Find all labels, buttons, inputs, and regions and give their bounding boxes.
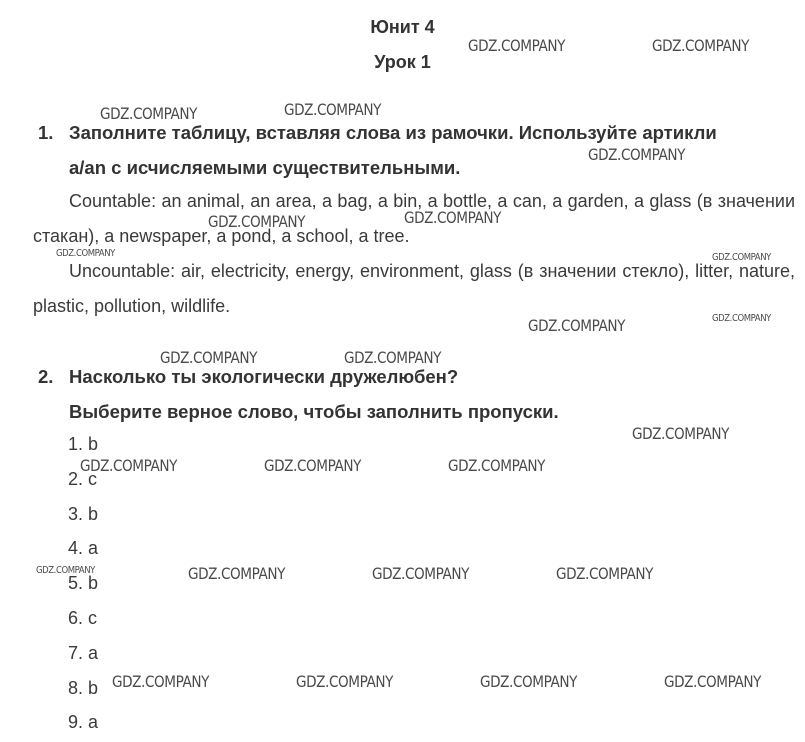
watermark: GDZ.COMPANY	[296, 672, 394, 691]
answer-item: 1. b	[68, 434, 99, 454]
watermark: GDZ.COMPANY	[80, 456, 178, 475]
lesson-title: Урок 1	[374, 52, 431, 72]
watermark: GDZ.COMPANY	[448, 456, 546, 475]
watermark: GDZ.COMPANY	[284, 100, 382, 119]
task-1-line-2: a/an с исчисляемыми существительными.	[69, 157, 461, 178]
watermark: GDZ.COMPANY	[208, 212, 306, 231]
answer-item: 9. a	[68, 712, 99, 733]
task-2-subtitle: Выберите верное слово, чтобы заполнить пропуски.	[69, 401, 559, 422]
watermark: GDZ.COMPANY	[632, 424, 730, 443]
watermark: GDZ.COMPANY	[372, 564, 470, 583]
watermark: GDZ.COMPANY	[264, 456, 362, 475]
uncountable-text: Uncountable: air, electricity, energy, environment, glass (в значении стекло), litter, nature, plastic, pollution, wildlife.	[33, 261, 795, 316]
watermark: GDZ.COMPANY	[712, 313, 771, 324]
unit-title: Юнит 4	[370, 17, 435, 37]
answer-item: 8. b	[68, 677, 99, 698]
answer-item: 5. b	[68, 573, 99, 594]
answer-item: 7. a	[68, 642, 99, 663]
watermark: GDZ.COMPANY	[468, 36, 566, 55]
watermark: GDZ.COMPANY	[588, 145, 686, 164]
task-1-number: 1.	[38, 122, 54, 143]
watermark: GDZ.COMPANY	[652, 36, 750, 55]
watermark: GDZ.COMPANY	[664, 672, 762, 691]
watermark: GDZ.COMPANY	[112, 672, 210, 691]
watermark: GDZ.COMPANY	[36, 565, 95, 576]
watermark: GDZ.COMPANY	[712, 252, 771, 263]
countable-text: Countable: an animal, an area, a bag, a bin, a bottle, a can, a garden, a glass (в значении стакан), a newspaper, a pond, a school, a tree.	[33, 191, 795, 246]
watermark: GDZ.COMPANY	[556, 564, 654, 583]
watermark: GDZ.COMPANY	[100, 104, 198, 123]
watermark: GDZ.COMPANY	[56, 248, 115, 259]
answer-item: 3. b	[68, 503, 99, 524]
watermark: GDZ.COMPANY	[188, 564, 286, 583]
task-2-title: Насколько ты экологически дружелюбен?	[69, 366, 459, 387]
watermark: GDZ.COMPANY	[344, 348, 442, 367]
answer-item: 2. c	[68, 468, 98, 489]
watermark: GDZ.COMPANY	[404, 208, 502, 227]
uncountable-paragraph	[33, 254, 795, 324]
answer-item: 6. c	[68, 607, 98, 628]
answer-item: 4. a	[68, 538, 99, 559]
watermark: GDZ.COMPANY	[160, 348, 258, 367]
task-2-heading	[38, 359, 795, 429]
task-1-line-1: Заполните таблицу, вставляя слова из рамочки. Используйте артикли	[69, 122, 717, 143]
watermark: GDZ.COMPANY	[480, 672, 578, 691]
watermark: GDZ.COMPANY	[528, 316, 626, 335]
task-2-number: 2.	[38, 366, 54, 387]
